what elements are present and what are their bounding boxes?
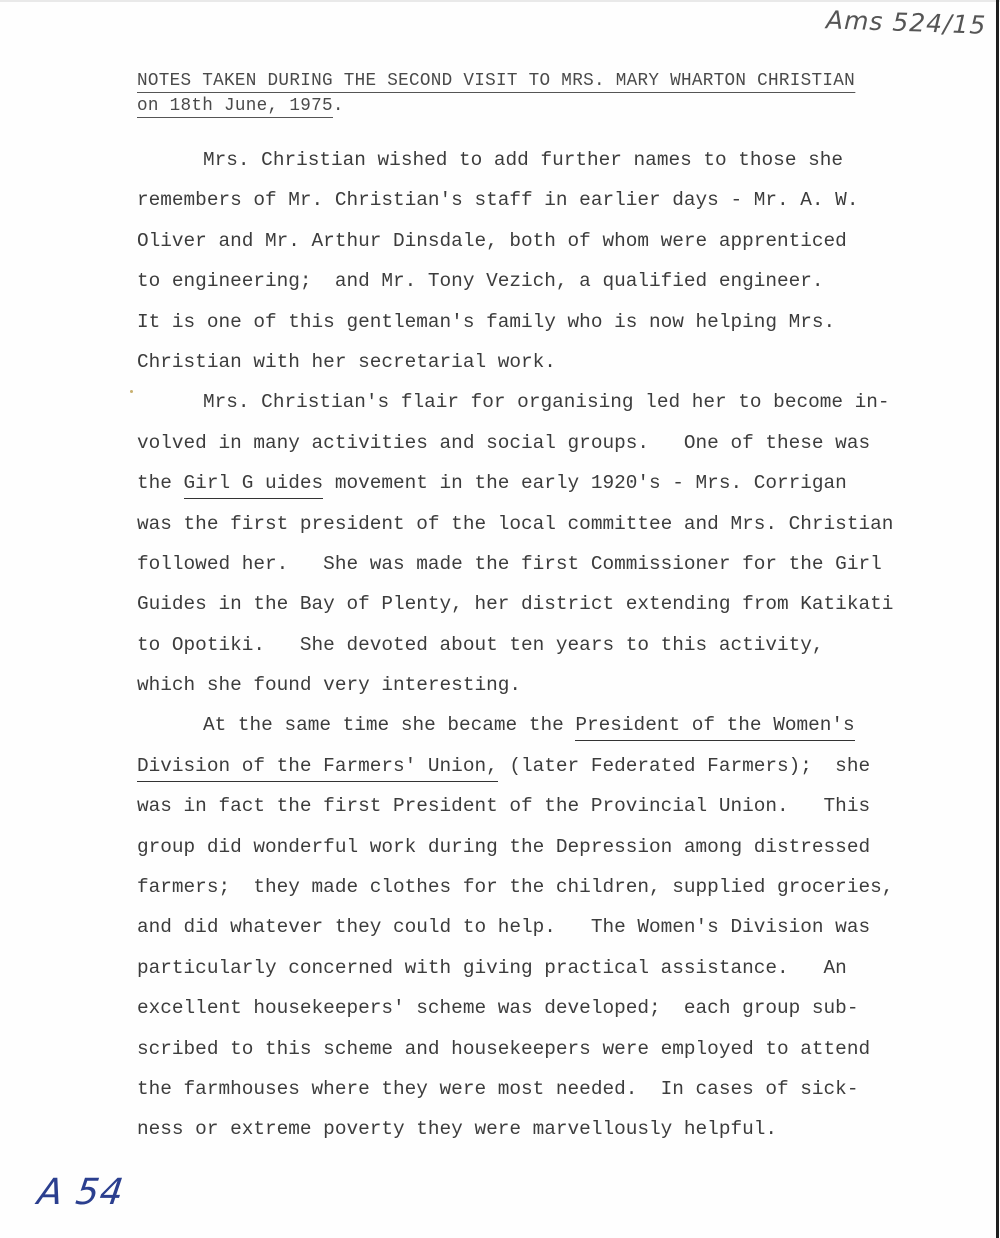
underlined-phrase-president-womens: President of the Women's [575,714,854,741]
title-line-1: NOTES TAKEN DURING THE SECOND VISIT TO MRS. MARY WHARTON CHRISTIAN [137,71,856,91]
text-line-with-underline [137,463,957,503]
document-title [137,70,921,118]
text-line: was the first president of the local committee and Mrs. Christian [137,512,894,535]
title-line-2-end: . [332,96,344,116]
text-line: excellent housekeepers' scheme was developed; each group sub- [137,997,859,1020]
text-segment: the [137,472,184,495]
archive-reference-number: Ams 524/15 [825,5,987,40]
text-line: farmers; they made clothes for the children, supplied groceries, [137,876,894,899]
text-line: was in fact the first President of the Provincial Union. This [137,795,871,818]
document-body [137,140,957,1150]
title-line-2: on 18th June, 1975 [137,96,333,116]
text-line: the farmhouses where they were most needed. In cases of sick- [137,1077,859,1100]
text-line: Guides in the Bay of Plenty, her district extending from Katikati [137,593,894,616]
underlined-phrase-farmers-union: Division of the Farmers' Union, [137,755,498,782]
text-segment: At the same time she became the [203,714,576,737]
text-line: Mrs. Christian's flair for organising led her to become in- [203,391,890,414]
text-line: Oliver and Mr. Arthur Dinsdale, both of whom were apprenticed [137,229,847,252]
text-line: scribed to this scheme and housekeepers were employed to attend [137,1037,871,1060]
text-line: followed her. She was made the first Commissioner for the Girl [137,552,882,575]
text-line-with-underline [137,705,957,745]
text-line: to Opotiki. She devoted about ten years to this activity, [137,633,824,656]
text-line: It is one of this gentleman's family who is now helping Mrs. [137,310,836,333]
text-segment: (later Federated Farmers); she [497,754,871,777]
scan-top-edge [0,0,1000,2]
text-line: to engineering; and Mr. Tony Vezich, a qualified engineer. [137,270,824,293]
text-line: Mrs. Christian wished to add further names to those she [203,149,843,171]
scan-right-edge [996,0,999,1238]
text-line: group did wonderful work during the Depression among distressed [137,835,871,858]
text-line: ness or extreme poverty they were marvellously helpful. [137,1118,777,1141]
handwritten-page-mark: A 54 [35,1172,127,1213]
text-line: volved in many activities and social groups. One of these was [137,431,871,454]
text-line-with-underline [137,746,957,786]
text-line: particularly concerned with giving practical assistance. An [137,956,847,979]
text-line: Christian with her secretarial work. [137,350,556,373]
underlined-phrase-girl-guides: Girl G uides [184,472,324,499]
paper-speck [130,390,133,393]
text-line: remembers of Mr. Christian's staff in earlier days - Mr. A. W. [137,189,859,212]
text-line: and did whatever they could to help. The Women's Division was [137,916,871,939]
text-line: which she found very interesting. [137,674,521,697]
text-segment: movement in the early 1920's - Mrs. Corrigan [323,472,847,495]
